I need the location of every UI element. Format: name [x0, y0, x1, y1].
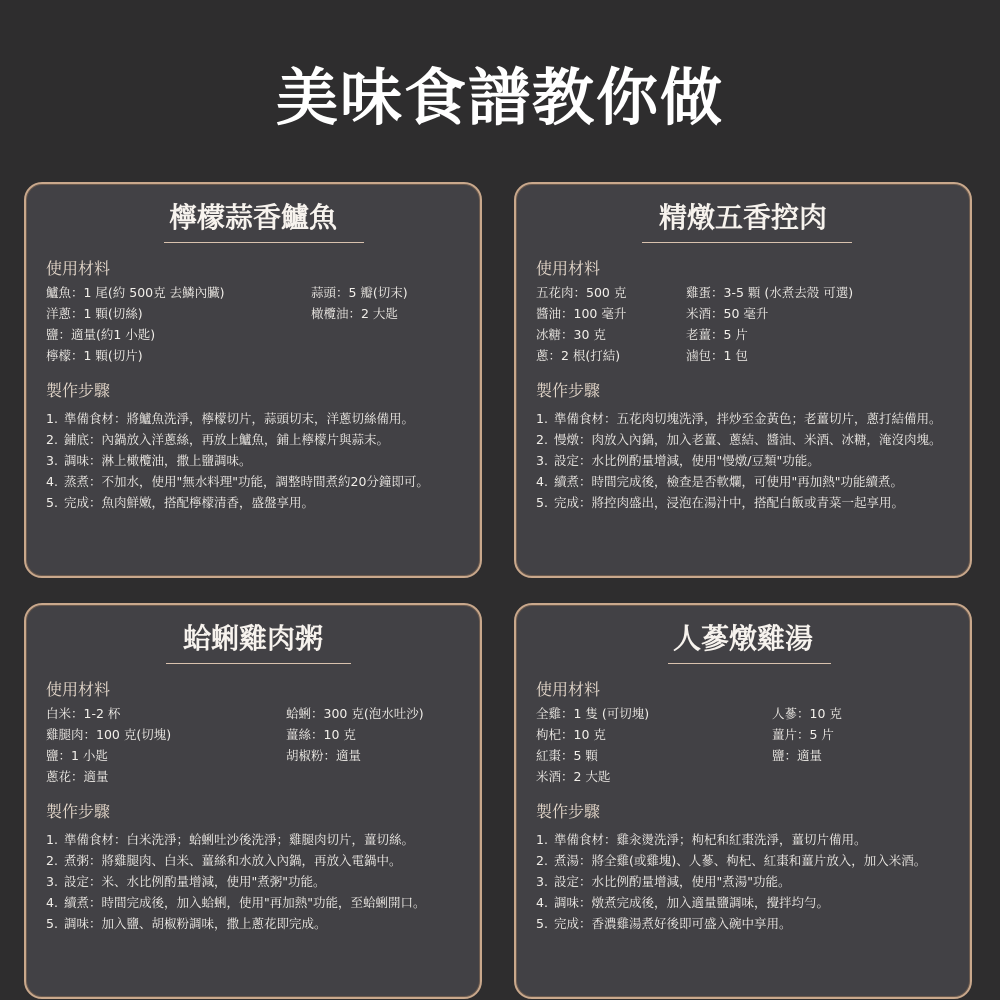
step-number: 1. [536, 411, 548, 426]
ingredients-right [311, 282, 408, 324]
ingredient-item: 胡椒粉：適量 [286, 748, 362, 763]
ingredients-left [536, 703, 649, 787]
step-number: 5. [46, 495, 58, 510]
step-number: 2. [46, 853, 58, 868]
ingredient-item: 薑片：5 片 [772, 727, 834, 742]
title-underline [642, 242, 852, 243]
recipe-title: 檸檬蒜香鱸魚 [168, 201, 337, 234]
step-text: 完成：魚肉鮮嫩，搭配檸檬清香，盛盤享用。 [64, 495, 315, 510]
step-number: 4. [46, 474, 58, 489]
step-item [536, 450, 956, 471]
step-number: 5. [536, 495, 548, 510]
recipe-card-lemon-garlic-sea-bass [24, 182, 482, 578]
step-number: 5. [536, 916, 548, 931]
step-item [46, 829, 466, 850]
ingredients-left [46, 703, 171, 787]
step-text: 設定：水比例酌量增減，使用"慢燉/豆類"功能。 [554, 453, 820, 468]
ingredients-left [46, 282, 225, 366]
step-text: 續煮：時間完成後，加入蛤蜊，使用"再加熱"功能，至蛤蜊開口。 [64, 895, 426, 910]
ingredient-item: 鱸魚：1 尾(約 500克 去鱗內臟) [46, 285, 225, 300]
step-number: 2. [46, 432, 58, 447]
ingredient-item: 米酒：2 大匙 [536, 769, 611, 784]
ingredient-item: 雞腿肉：100 克(切塊) [46, 727, 172, 742]
step-text: 準備食材：白米洗淨；蛤蜊吐沙後洗淨；雞腿肉切片，薑切絲。 [64, 832, 415, 847]
step-text: 蒸煮：不加水，使用"無水料理"功能，調整時間煮約20分鐘即可。 [64, 474, 429, 489]
ingredient-item: 鹽：適量(約1 小匙) [46, 327, 156, 342]
step-item [46, 471, 466, 492]
step-number: 3. [536, 453, 548, 468]
step-text: 續煮：時間完成後，檢查是否軟爛，可使用"再加熱"功能續煮。 [554, 474, 904, 489]
ingredient-item: 蛤蜊：300 克(泡水吐沙) [286, 706, 424, 721]
ingredient-item: 冰糖：30 克 [536, 327, 606, 342]
step-number: 4. [536, 474, 548, 489]
steps-label: 製作步驟 [536, 381, 601, 400]
step-item [536, 408, 956, 429]
step-text: 準備食材：五花肉切塊洗淨，拌炒至金黃色；老薑切片，蔥打結備用。 [554, 411, 942, 426]
step-item [536, 492, 956, 513]
ingredient-item: 鹽：適量 [772, 748, 823, 763]
step-text: 鋪底：內鍋放入洋蔥絲，再放上鱸魚，鋪上檸檬片與蒜末。 [64, 432, 390, 447]
step-text: 完成：將控肉盛出，浸泡在湯汁中，搭配白飯或青菜一起享用。 [554, 495, 905, 510]
ingredient-item: 老薑：5 片 [686, 327, 748, 342]
recipe-card-clam-chicken-congee [24, 603, 482, 999]
step-number: 4. [46, 895, 58, 910]
steps-label: 製作步驟 [536, 802, 601, 821]
step-text: 準備食材：雞汆燙洗淨；枸杞和紅棗洗淨，薑切片備用。 [554, 832, 867, 847]
step-number: 2. [536, 853, 548, 868]
step-item [536, 429, 956, 450]
step-item [536, 913, 956, 934]
title-underline [166, 663, 351, 664]
ingredients-left [536, 282, 626, 366]
step-item [46, 408, 466, 429]
ingredient-item: 蔥花：適量 [46, 769, 109, 784]
step-item [46, 892, 466, 913]
recipe-title: 蛤蜊雞肉粥 [182, 622, 323, 655]
ingredient-item: 洋蔥：1 顆(切絲) [46, 306, 143, 321]
step-text: 煮粥：將雞腿肉、白米、薑絲和水放入內鍋，再放入電鍋中。 [64, 853, 402, 868]
steps-label: 製作步驟 [46, 381, 111, 400]
step-item [536, 850, 956, 871]
step-number: 2. [536, 432, 548, 447]
step-number: 5. [46, 916, 58, 931]
ingredients-label: 使用材料 [536, 680, 601, 699]
step-item [536, 471, 956, 492]
ingredient-item: 五花肉：500 克 [536, 285, 627, 300]
step-text: 設定：水比例酌量增減，使用"煮湯"功能。 [554, 874, 791, 889]
ingredient-item: 蒜頭：5 瓣(切末) [311, 285, 408, 300]
step-item [46, 450, 466, 471]
ingredient-item: 枸杞：10 克 [536, 727, 606, 742]
step-item [536, 829, 956, 850]
page-title: 美味食譜教你做 [275, 61, 724, 134]
step-item [46, 429, 466, 450]
step-number: 3. [46, 453, 58, 468]
step-text: 準備食材：將鱸魚洗淨，檸檬切片，蒜頭切末，洋蔥切絲備用。 [64, 411, 415, 426]
step-text: 煮湯：將全雞(或雞塊)、人蔘、枸杞、紅棗和薑片放入，加入米酒。 [554, 853, 927, 868]
title-underline [164, 242, 364, 243]
ingredient-item: 雞蛋：3-5 顆 (水煮去殼 可選) [686, 285, 854, 300]
recipe-card-braised-pork [514, 182, 972, 578]
step-text: 慢燉：肉放入內鍋，加入老薑、蔥結、醬油、米酒、冰糖，淹沒肉塊。 [554, 432, 942, 447]
steps-list [536, 408, 956, 513]
recipe-title: 精燉五香控肉 [658, 201, 827, 234]
ingredient-item: 米酒：50 毫升 [686, 306, 769, 321]
ingredients-right [772, 703, 842, 766]
ingredient-item: 薑絲：10 克 [286, 727, 356, 742]
step-item [536, 892, 956, 913]
ingredients-right [286, 703, 424, 766]
ingredient-item: 鹽：1 小匙 [46, 748, 108, 763]
ingredient-item: 人蔘：10 克 [772, 706, 842, 721]
ingredients-label: 使用材料 [46, 259, 111, 278]
step-item [46, 850, 466, 871]
step-number: 1. [46, 832, 58, 847]
step-text: 設定：米、水比例酌量增減，使用"煮粥"功能。 [64, 874, 326, 889]
step-text: 調味：淋上橄欖油，撒上鹽調味。 [64, 453, 252, 468]
ingredient-item: 紅棗：5 顆 [536, 748, 598, 763]
ingredients-label: 使用材料 [536, 259, 601, 278]
step-number: 4. [536, 895, 548, 910]
step-item [46, 492, 466, 513]
step-number: 3. [46, 874, 58, 889]
steps-list [536, 829, 956, 934]
step-number: 1. [46, 411, 58, 426]
steps-list [46, 829, 466, 934]
recipe-card-ginseng-chicken-soup [514, 603, 972, 999]
step-text: 完成：香濃雞湯煮好後即可盛入碗中享用。 [554, 916, 792, 931]
step-item [536, 871, 956, 892]
steps-label: 製作步驟 [46, 802, 111, 821]
step-item [46, 913, 466, 934]
ingredients-label: 使用材料 [46, 680, 111, 699]
step-text: 調味：燉煮完成後，加入適量鹽調味，攪拌均勻。 [554, 895, 830, 910]
title-underline [668, 663, 831, 664]
ingredient-item: 醬油：100 毫升 [536, 306, 627, 321]
step-item [46, 871, 466, 892]
ingredient-item: 橄欖油：2 大匙 [311, 306, 398, 321]
step-number: 3. [536, 874, 548, 889]
ingredient-item: 檸檬：1 顆(切片) [46, 348, 143, 363]
step-number: 1. [536, 832, 548, 847]
steps-list [46, 408, 466, 513]
ingredients-right [686, 282, 853, 366]
ingredient-item: 全雞：1 隻 (可切塊) [536, 706, 650, 721]
ingredient-item: 蔥：2 根(打結) [536, 348, 621, 363]
ingredient-item: 白米：1-2 杯 [46, 706, 121, 721]
ingredient-item: 滷包：1 包 [686, 348, 748, 363]
step-text: 調味：加入鹽、胡椒粉調味，撒上蔥花即完成。 [64, 916, 327, 931]
recipe-title: 人蔘燉雞湯 [672, 622, 813, 655]
